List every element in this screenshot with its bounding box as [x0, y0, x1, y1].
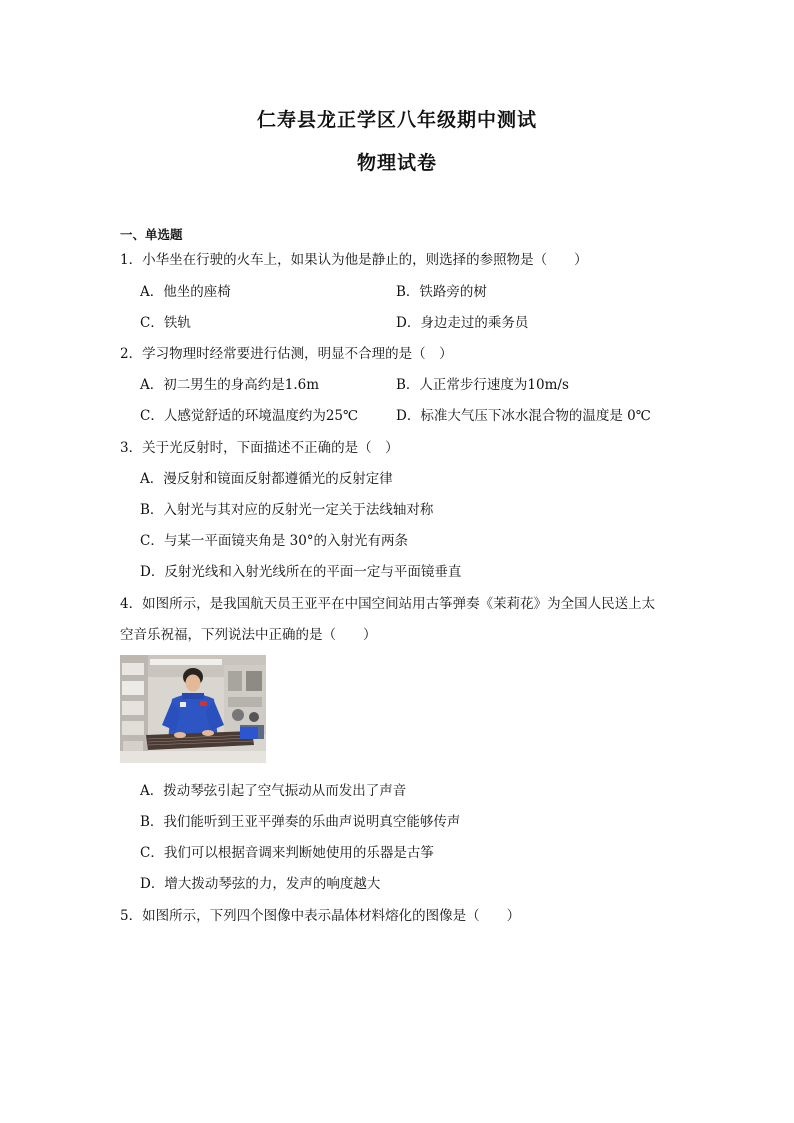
question-2-option-c: C．人感觉舒适的环境温度约为25℃: [140, 408, 359, 424]
question-2-option-a: A．初二男生的身高约是1.6m: [140, 377, 320, 393]
question-4-option-d: D．增大拨动琴弦的力，发声的响度越大: [140, 876, 381, 892]
question-1-option-b: B．铁路旁的树: [396, 284, 487, 300]
question-4-option-b: B．我们能听到王亚平弹奏的乐曲声说明真空能够传声: [140, 814, 461, 830]
question-2-stem: 2．学习物理时经常要进行估测，明显不合理的是（ ）: [120, 346, 453, 362]
question-4-option-c: C．我们可以根据音调来判断她使用的乐器是古筝: [140, 845, 434, 861]
question-3-option-c: C．与某一平面镜夹角是 30°的入射光有两条: [140, 533, 409, 549]
question-4-stem-line-1: 4．如图所示，是我国航天员王亚平在中国空间站用古筝弹奏《茉莉花》为全国人民送上太: [120, 596, 656, 612]
question-3-option-a: A．漫反射和镜面反射都遵循光的反射定律: [140, 471, 393, 487]
question-3-option-d: D．反射光线和入射光线所在的平面一定与平面镜垂直: [140, 564, 462, 580]
question-5-stem: 5．如图所示，下列四个图像中表示晶体材料熔化的图像是（ ）: [120, 908, 521, 924]
astronaut-guzheng-photo: [120, 655, 266, 763]
question-4-stem-line-2: 空音乐祝福，下列说法中正确的是（ ）: [120, 627, 377, 643]
question-3-stem: 3．关于光反射时，下面描述不正确的是（ ）: [120, 440, 399, 456]
question-4-option-a: A．拨动琴弦引起了空气振动从而发出了声音: [140, 783, 407, 799]
question-2-option-d: D．标准大气压下冰水混合物的温度是 0℃: [396, 408, 651, 424]
question-1-option-a: A．他坐的座椅: [140, 284, 231, 300]
exam-title: 仁寿县龙正学区八年级期中测试: [256, 109, 537, 131]
question-1-option-d: D．身边走过的乘务员: [396, 315, 529, 331]
exam-subtitle: 物理试卷: [356, 152, 437, 174]
question-3-option-b: B．入射光与其对应的反射光一定关于法线轴对称: [140, 502, 434, 518]
question-2-option-b: B．人正常步行速度为10m/s: [396, 377, 569, 393]
section-heading: 一、单选题: [120, 227, 183, 242]
question-1-stem: 1．小华坐在行驶的火车上，如果认为他是静止的，则选择的参照物是（ ）: [120, 252, 588, 268]
astronaut-guzheng-illustration: [120, 655, 266, 763]
question-1-option-c: C．铁轨: [140, 315, 191, 331]
